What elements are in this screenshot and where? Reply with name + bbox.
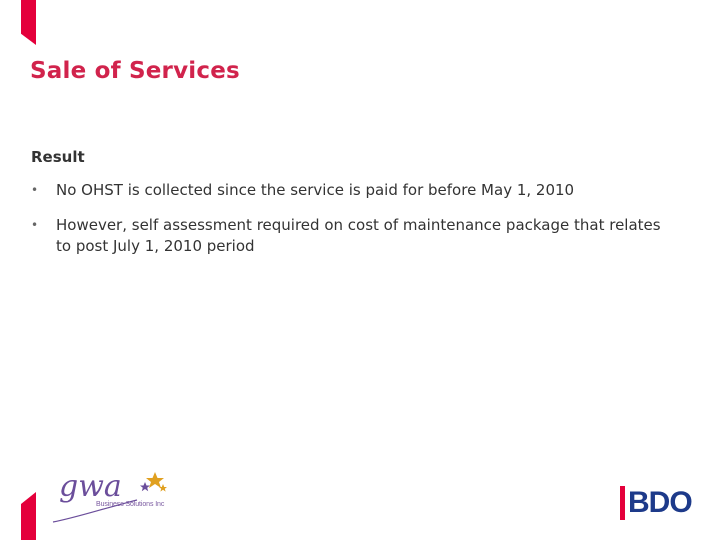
- bottom-accent-bar: [21, 492, 36, 540]
- bdo-logo: [620, 486, 692, 520]
- gwa-script-text: gwa: [59, 469, 122, 504]
- bullet-item: [31, 215, 671, 257]
- bdo-logo-text: BDO: [628, 486, 692, 519]
- gwa-tagline: Business Solutions Inc: [96, 501, 165, 508]
- bullet-text: However, self assessment required on cost of maintenance package that relates to post July 1, 2010 period: [56, 216, 661, 255]
- section-heading: Result: [31, 148, 85, 166]
- bullet-marker: •: [31, 183, 39, 197]
- bullet-marker: •: [31, 218, 39, 232]
- bullet-item: [31, 180, 671, 201]
- star-icon: [159, 484, 167, 492]
- top-accent-bar: [21, 0, 36, 45]
- bullet-text: No OHST is collected since the service is paid for before May 1, 2010: [56, 181, 575, 199]
- bullet-list: [31, 180, 671, 271]
- gwa-logo: [45, 460, 185, 530]
- star-icon: [140, 482, 150, 491]
- slide-title: Sale of Services: [30, 58, 240, 84]
- bdo-logo-bar: [620, 486, 625, 520]
